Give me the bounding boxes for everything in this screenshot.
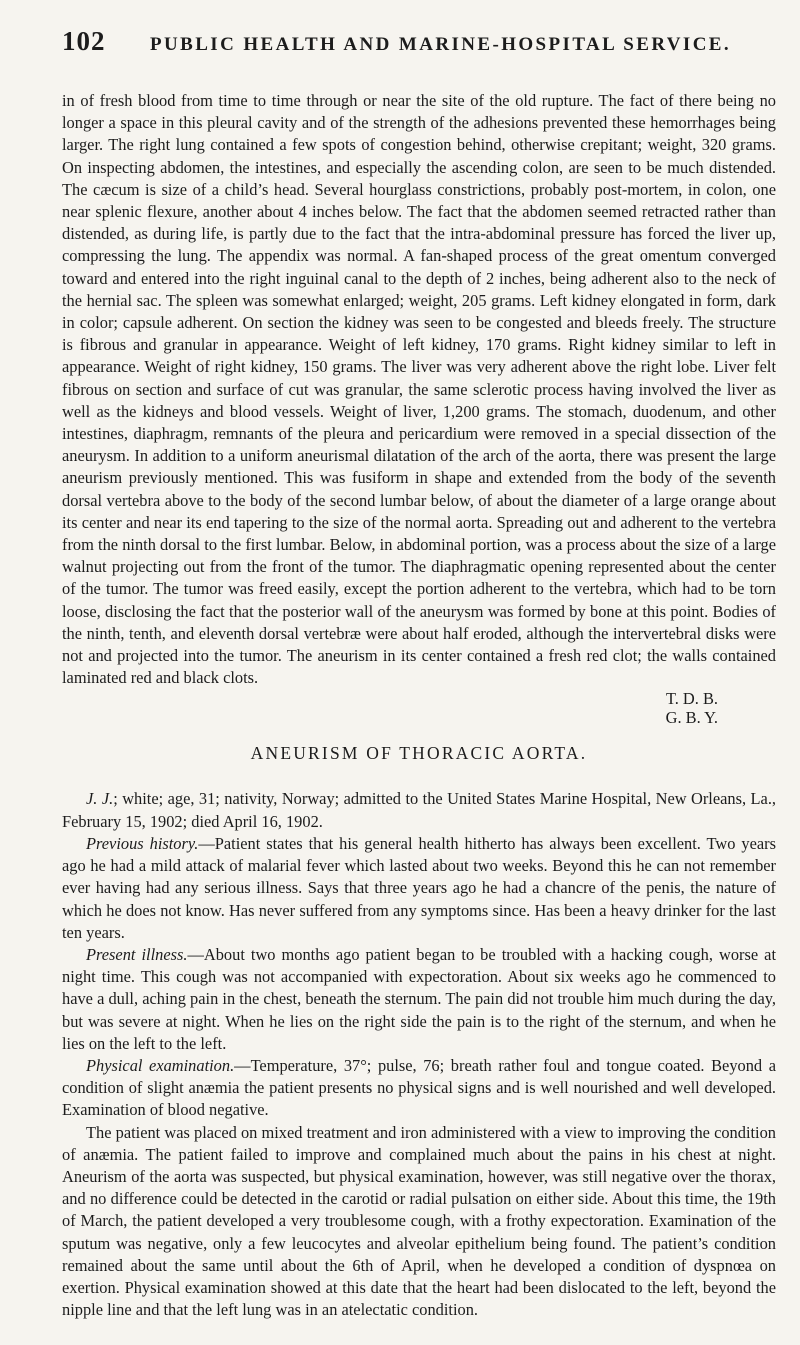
signature-initials-2: G. B. Y. — [665, 708, 718, 728]
treatment-paragraph: The patient was placed on mixed treatment and iron administered with a view to improving the condition of anæmia. The patient failed to improve and complained much about the pains in his chest at night. Aneurism of the aorta was suspected, but physical examination, however, was still negative over the thorax, and no difference could be detected in the carotid or radial pulsation on either side. About this time, the 19th of March, the patient developed a very troublesome cough, with a frothy expectoration. Examination of the sputum was negative, only a few leucocytes and alveolar epithelium being found. The patient’s condition remained about the same until about the 6th of April, when he developed a condition of dyspnœa on exertion. Physical examination showed at this date that the heart had been dislocated to the left, beyond the nipple line and that the left lung was in an atelectatic condition. — [62, 1122, 776, 1320]
signature-initials-1: T. D. B. — [665, 689, 718, 709]
running-title: PUBLIC HEALTH AND MARINE-HOSPITAL SERVICE. — [150, 34, 732, 55]
previous-history-text: —Patient states that his general health hitherto has always been excellent. Two years ago he had a mild attack of malarial fever which lasted about two weeks. Beyond this he can not remember ever having had any serious illness. Says that three years ago he had a chancre of the penis, the nature of which he does not know. Has never suffered from any symptoms since. Has been a heavy drinker for the last ten years. — [62, 833, 777, 942]
physical-examination-text: —Temperature, 37°; pulse, 76; breath rather foul and tongue coated. Beyond a condition of slight anæmia the patient presents no physical signs and is well nourished and well developed. Examination of blood negative. — [62, 1055, 776, 1120]
signature-block — [62, 689, 776, 727]
present-illness-text: —About two months ago patient began to be troubled with a hacking cough, worse at night time. This cough was not accompanied with expectoration. About six weeks ago he commenced to have a dull, aching pain in the chest, beneath the sternum. The pain did not trouble him much during the day, but was severe at night. When he lies on the right side the pain is to the right of the sternum, and when he lies on the left to the left. — [62, 944, 777, 1053]
autopsy-paragraph: in of fresh blood from time to time through or near the site of the old rupture. The fact of there being no longer a space in this pleural cavity and of the strength of the adhesions prevented these hemorrhages being larger. The right lung contained a few spots of congestion behind, otherwise crepitant; weight, 320 grams. On inspecting abdomen, the intestines, and especially the ascending colon, are seen to be much distended. The cæcum is size of a child’s head. Several hourglass constrictions, probably post-mortem, in colon, one near splenic flexure, another about 4 inches below. The fact that the abdomen seemed retracted rather than distended, as during life, is partly due to the fact that the intra-abdominal pressure has forced the liver up, compressing the lung. The appendix was normal. A fan-shaped process of the great omentum converged toward and entered into the right inguinal canal to the depth of 2 inches, being adherent also to the neck of the hernial sac. The spleen was somewhat enlarged; weight, 205 grams. Left kidney elongated in form, dark in color; capsule adherent. On section the kidney was seen to be congested and bleeds freely. The structure is fibrous and granular in appearance. Weight of left kidney, 170 grams. Right kidney similar to left in appearance. Weight of right kidney, 150 grams. The liver was very adherent above the right lobe. Liver felt fibrous on section and surface of cut was granular, the same sclerotic process having involved the liver as well as the kidneys and blood vessels. Weight of liver, 1,200 grams. The stomach, duodenum, and other intestines, diaphragm, remnants of the pleura and pericardium were removed in a special dissection of the aneurysm. In addition to a uniform aneurismal dilatation of the arch of the aorta, there was present the large aneurism previously mentioned. This was fusiform in shape and extended from the body of the seventh dorsal vertebra above to the body of the second lumbar below, of about the diameter of a large orange about its center and near its end tapering to the size of the normal aorta. Spreading out and adherent to the vertebra from the ninth dorsal to the first lumbar. Below, in abdominal portion, was a process about the size of a large walnut projecting out from the front of the tumor. The diaphragmatic opening represented about the center of the tumor. The tumor was freed easily, except the portion adherent to the vertebra, which had to be torn loose, disclosing the fact that the posterior wall of the aneurysm was formed by bone at this point. Bodies of the ninth, tenth, and eleventh dorsal vertebræ were about half eroded, although the intervertebral disks were not and projected into the tumor. The aneurism in its center contained a fresh red clot; the walls contained laminated red and black clots. — [62, 91, 776, 688]
previous-history-paragraph — [62, 833, 776, 944]
physical-examination-label: Physical examination. — [86, 1055, 235, 1075]
body-text — [62, 90, 776, 1321]
patient-initials: J. J. — [86, 789, 114, 809]
present-illness-label: Present illness. — [86, 944, 188, 964]
running-head — [62, 26, 776, 66]
previous-history-label: Previous history. — [86, 833, 199, 853]
case-intro-paragraph — [62, 788, 776, 832]
present-illness-paragraph — [62, 944, 776, 1055]
page-number: 102 — [62, 26, 106, 56]
case-intro-text: ; white; age, 31; nativity, Norway; admitted to the United States Marine Hospital, New Orleans, La., February 15, 1902; died April 16, 1902. — [62, 789, 777, 831]
section-heading: ANEURISM OF THORACIC AORTA. — [250, 743, 588, 764]
physical-examination-paragraph — [62, 1055, 776, 1122]
